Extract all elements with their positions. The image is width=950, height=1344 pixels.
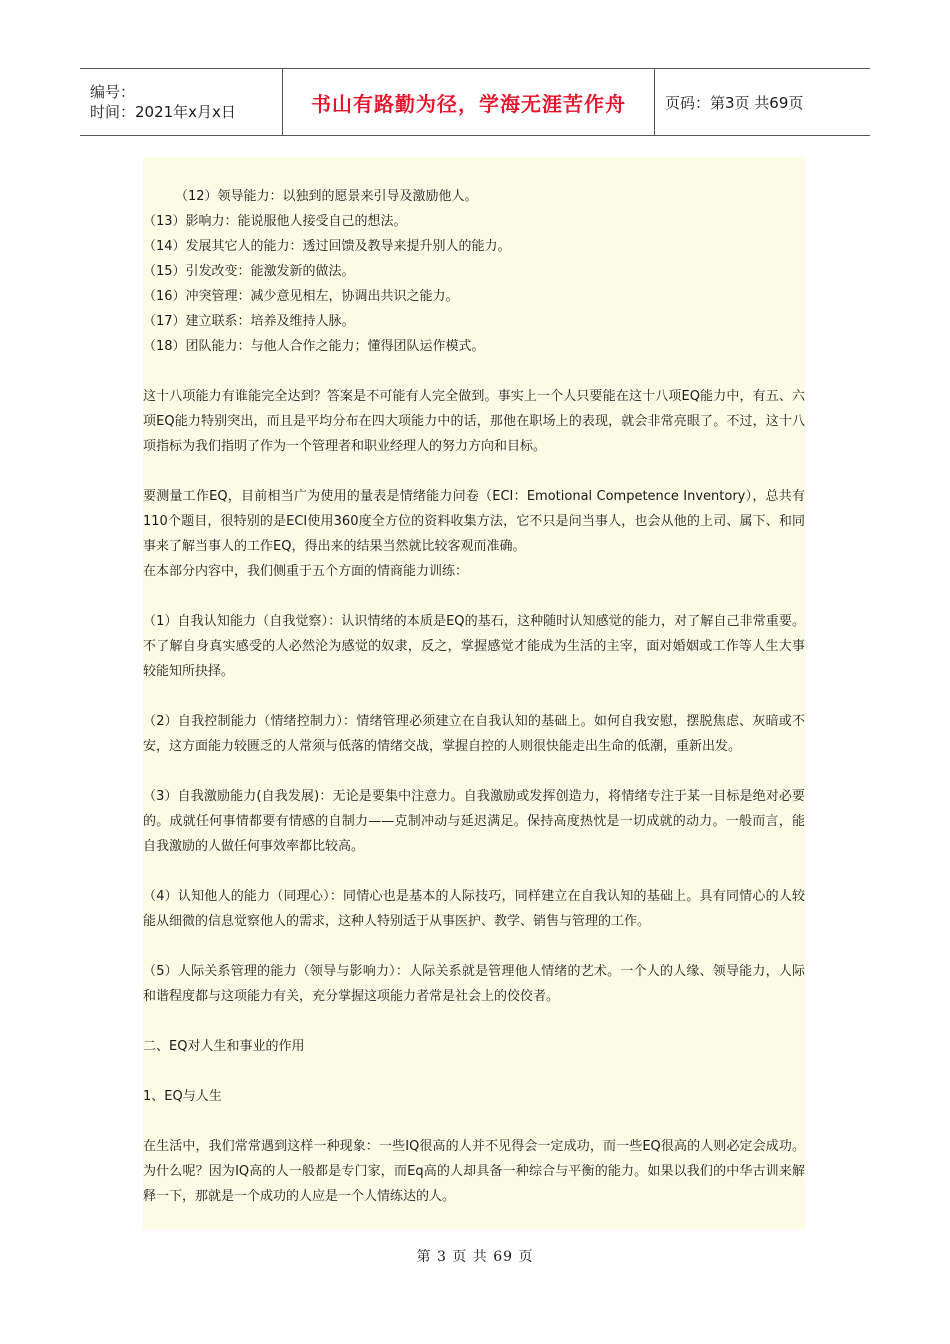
page-header (80, 68, 870, 136)
paragraph: 在本部分内容中，我们侧重于五个方面的情商能力训练： (143, 564, 469, 579)
list-item: （13）影响力：能说服他人接受自己的想法。 (143, 214, 407, 229)
list-item: （12）领导能力：以独到的愿景来引导及激励他人。 (175, 189, 478, 204)
page-info-text: 页码：第3页 共69页 (665, 93, 804, 112)
list-item: （14）发展其它人的能力：透过回馈及教导来提升别人的能力。 (143, 239, 511, 254)
list-item: （15）引发改变：能激发新的做法。 (143, 264, 355, 279)
paragraph: （5）人际关系管理的能力（领导与影响力）：人际关系就是管理他人情绪的艺术。一个人的人缘、领导能力，人际和谐程度都与这项能力有关，充分掌握这项能力者常是社会上的佼佼者。 (143, 964, 805, 1004)
list-item: （17）建立联系：培养及维持人脉。 (143, 314, 355, 329)
paragraph: （1）自我认知能力（自我觉察）：认识情绪的本质是EQ的基石，这种随时认知感觉的能力，对了解自己非常重要。不了解自身真实感受的人必然沦为感觉的奴隶，反之，掌握感觉才能成为生活的主宰，面对婚姻或工作等人生大事较能知所抉择。 (143, 614, 805, 679)
time-label: 时间：2021年x月x日 (90, 103, 236, 121)
paragraph: （3）自我激励能力(自我发展)：无论是要集中注意力。自我激励或发挥创造力，将情绪专注于某一目标是绝对必要的。成就任何事情都要有情感的自制力——克制冲动与延迟满足。保持高度热忱是一切成就的动力。一般而言，能自我激励的人做任何事效率都比较高。 (143, 789, 805, 854)
paragraph: 这十八项能力有谁能完全达到？答案是不可能有人完全做到。事实上一个人只要能在这十八项EQ能力中，有五、六项EQ能力特别突出，而且是平均分布在四大项能力中的话，那他在职场上的表现，就会非常亮眼了。不过，这十八项指标为我们指明了作为一个管理者和职业经理人的努力方向和目标。 (143, 389, 805, 454)
paragraph: （4）认知他人的能力（同理心）：同情心也是基本的人际技巧，同样建立在自我认知的基础上。具有同情心的人较能从细微的信息觉察他人的需求，这种人特别适于从事医护、教学、销售与管理的工作。 (143, 889, 805, 929)
paragraph: 要测量工作EQ，目前相当广为使用的量表是情绪能力问卷（ECI：Emotional Competence Inventory），总共有110个题目，很特别的是ECI使用360度全方位的资料收集方法，它不只是问当事人，也会从他的上司、属下、和同事来了解当事人的工作EQ，得出来的结果当然就比较客观而准确。 (143, 489, 805, 554)
header-page-info (655, 69, 870, 135)
subsection-heading: 1、EQ与人生 (143, 1089, 222, 1104)
header-motto-cell (282, 69, 655, 135)
list-item: （18）团队能力：与他人合作之能力；懂得团队运作模式。 (143, 339, 485, 354)
list-item: （16）冲突管理：减少意见相左，协调出共识之能力。 (143, 289, 459, 304)
section-heading: 二、EQ对人生和事业的作用 (143, 1039, 305, 1054)
page-footer: 第 3 页 共 69 页 (416, 1249, 534, 1265)
motto-text: 书山有路勤为径，学海无涯苦作舟 (311, 91, 626, 116)
header-meta (80, 69, 282, 135)
paragraph: （2）自我控制能力（情绪控制力）：情绪管理必须建立在自我认知的基础上。如何自我安慰，摆脱焦虑、灰暗或不安，这方面能力较匮乏的人常须与低落的情绪交战，掌握自控的人则很快能走出生命的低潮，重新出发。 (143, 714, 805, 754)
number-label: 编号： (90, 83, 136, 101)
document-body (143, 157, 805, 1229)
paragraph: 在生活中，我们常常遇到这样一种现象：一些IQ很高的人并不见得会一定成功，而一些EQ很高的人则必定会成功。为什么呢？因为IQ高的人一般都是专门家，而Eq高的人却具备一种综合与平衡的能力。如果以我们的中华古训来解释一下，那就是一个成功的人应是一个人情练达的人。 (143, 1139, 805, 1204)
